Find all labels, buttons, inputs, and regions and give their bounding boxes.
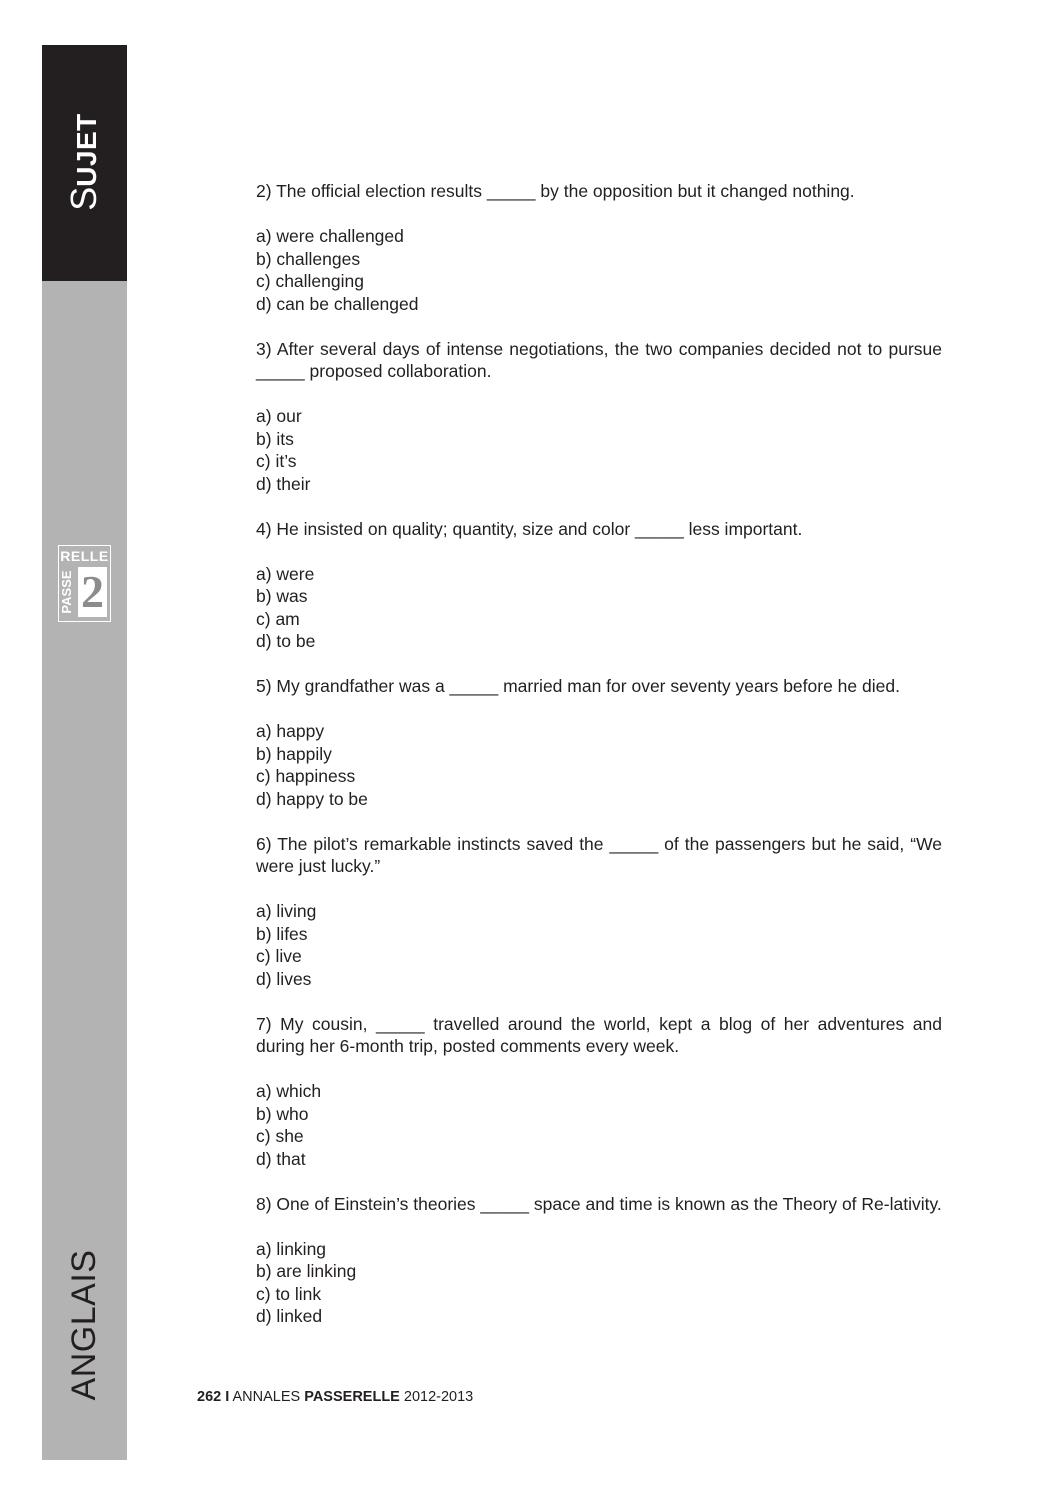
question-text: 4) He insisted on quality; quantity, size and color _____ less important. bbox=[256, 518, 803, 539]
logo-side-text: PASSE bbox=[59, 570, 74, 614]
footer-passerelle: PASSERELLE bbox=[304, 1389, 400, 1405]
answer-options bbox=[256, 1080, 942, 1170]
answer-options bbox=[256, 720, 942, 810]
question-text: 7) My cousin, _____ travelled around the world, kept a blog of her adventures and during her 6-month trip, posted comments every week. bbox=[256, 1013, 942, 1056]
question-block bbox=[256, 1013, 942, 1171]
answer-option: c) happiness bbox=[256, 766, 356, 786]
question-text: 3) After several days of intense negotiations, the two companies decided not to pursue _____ proposed collaboration. bbox=[256, 338, 942, 381]
answer-option: a) happy bbox=[256, 721, 325, 741]
answer-options bbox=[256, 563, 942, 653]
answer-option: b) its bbox=[256, 428, 294, 449]
answer-option: b) happily bbox=[256, 743, 332, 764]
answer-options bbox=[256, 405, 942, 495]
answer-option: c) live bbox=[256, 946, 302, 966]
question-text: 8) One of Einstein’s theories _____ space and time is known as the Theory of Re-lativity. bbox=[256, 1193, 942, 1214]
answer-option: c) it’s bbox=[256, 451, 297, 471]
question-block bbox=[256, 518, 942, 653]
answer-option: c) she bbox=[256, 1126, 304, 1146]
answer-option: a) were bbox=[256, 563, 315, 584]
answer-option: c) am bbox=[256, 608, 300, 629]
answer-option: b) was bbox=[256, 586, 308, 606]
answer-option: d) that bbox=[256, 1148, 306, 1169]
logo-top-text: RELLE bbox=[60, 548, 109, 564]
answer-option: d) to be bbox=[256, 631, 316, 651]
answer-option: d) can be challenged bbox=[256, 293, 419, 314]
answer-option: c) to link bbox=[256, 1283, 322, 1304]
answer-option: a) linking bbox=[256, 1238, 327, 1259]
answer-options bbox=[256, 1238, 942, 1328]
question-text: 5) My grandfather was a _____ married man for over seventy years before he died. bbox=[256, 676, 900, 696]
answer-option: c) challenging bbox=[256, 271, 364, 291]
answer-option: a) our bbox=[256, 406, 302, 426]
answer-option: b) are linking bbox=[256, 1261, 357, 1281]
question-text: 2) The official election results _____ by the opposition but it changed nothing. bbox=[256, 181, 855, 201]
subject-label: ANGLAIS bbox=[65, 1249, 103, 1401]
section-label bbox=[63, 113, 104, 211]
footer-years: 2012-2013 bbox=[403, 1389, 474, 1405]
answer-option: d) linked bbox=[256, 1306, 323, 1326]
question-block bbox=[256, 180, 942, 315]
section-label-initial: S bbox=[63, 186, 104, 211]
question-text: 6) The pilot’s remarkable instincts saved the _____ of the passengers but he said, “We were just lucky.” bbox=[256, 833, 942, 876]
answer-option: d) happy to be bbox=[256, 788, 368, 809]
footer-annales: ANNALES bbox=[232, 1389, 301, 1405]
answer-option: a) which bbox=[256, 1081, 322, 1101]
questions-list bbox=[256, 180, 942, 1350]
page-number: 262 bbox=[197, 1389, 222, 1405]
passerelle-logo bbox=[58, 545, 111, 622]
answer-options bbox=[256, 900, 942, 990]
answer-option: b) challenges bbox=[256, 248, 361, 269]
question-block bbox=[256, 1193, 942, 1328]
page-footer bbox=[197, 1388, 473, 1406]
question-block bbox=[256, 338, 942, 496]
footer-separator: I bbox=[225, 1389, 230, 1405]
answer-option: d) lives bbox=[256, 968, 312, 989]
answer-option: b) who bbox=[256, 1103, 309, 1124]
logo-number: 2 bbox=[78, 567, 107, 617]
answer-options bbox=[256, 225, 942, 315]
answer-option: a) were challenged bbox=[256, 226, 404, 246]
question-block bbox=[256, 833, 942, 991]
question-block bbox=[256, 675, 942, 810]
answer-option: d) their bbox=[256, 473, 311, 494]
answer-option: b) lifes bbox=[256, 923, 308, 944]
section-label-rest: UJET bbox=[71, 113, 102, 187]
answer-option: a) living bbox=[256, 901, 317, 921]
